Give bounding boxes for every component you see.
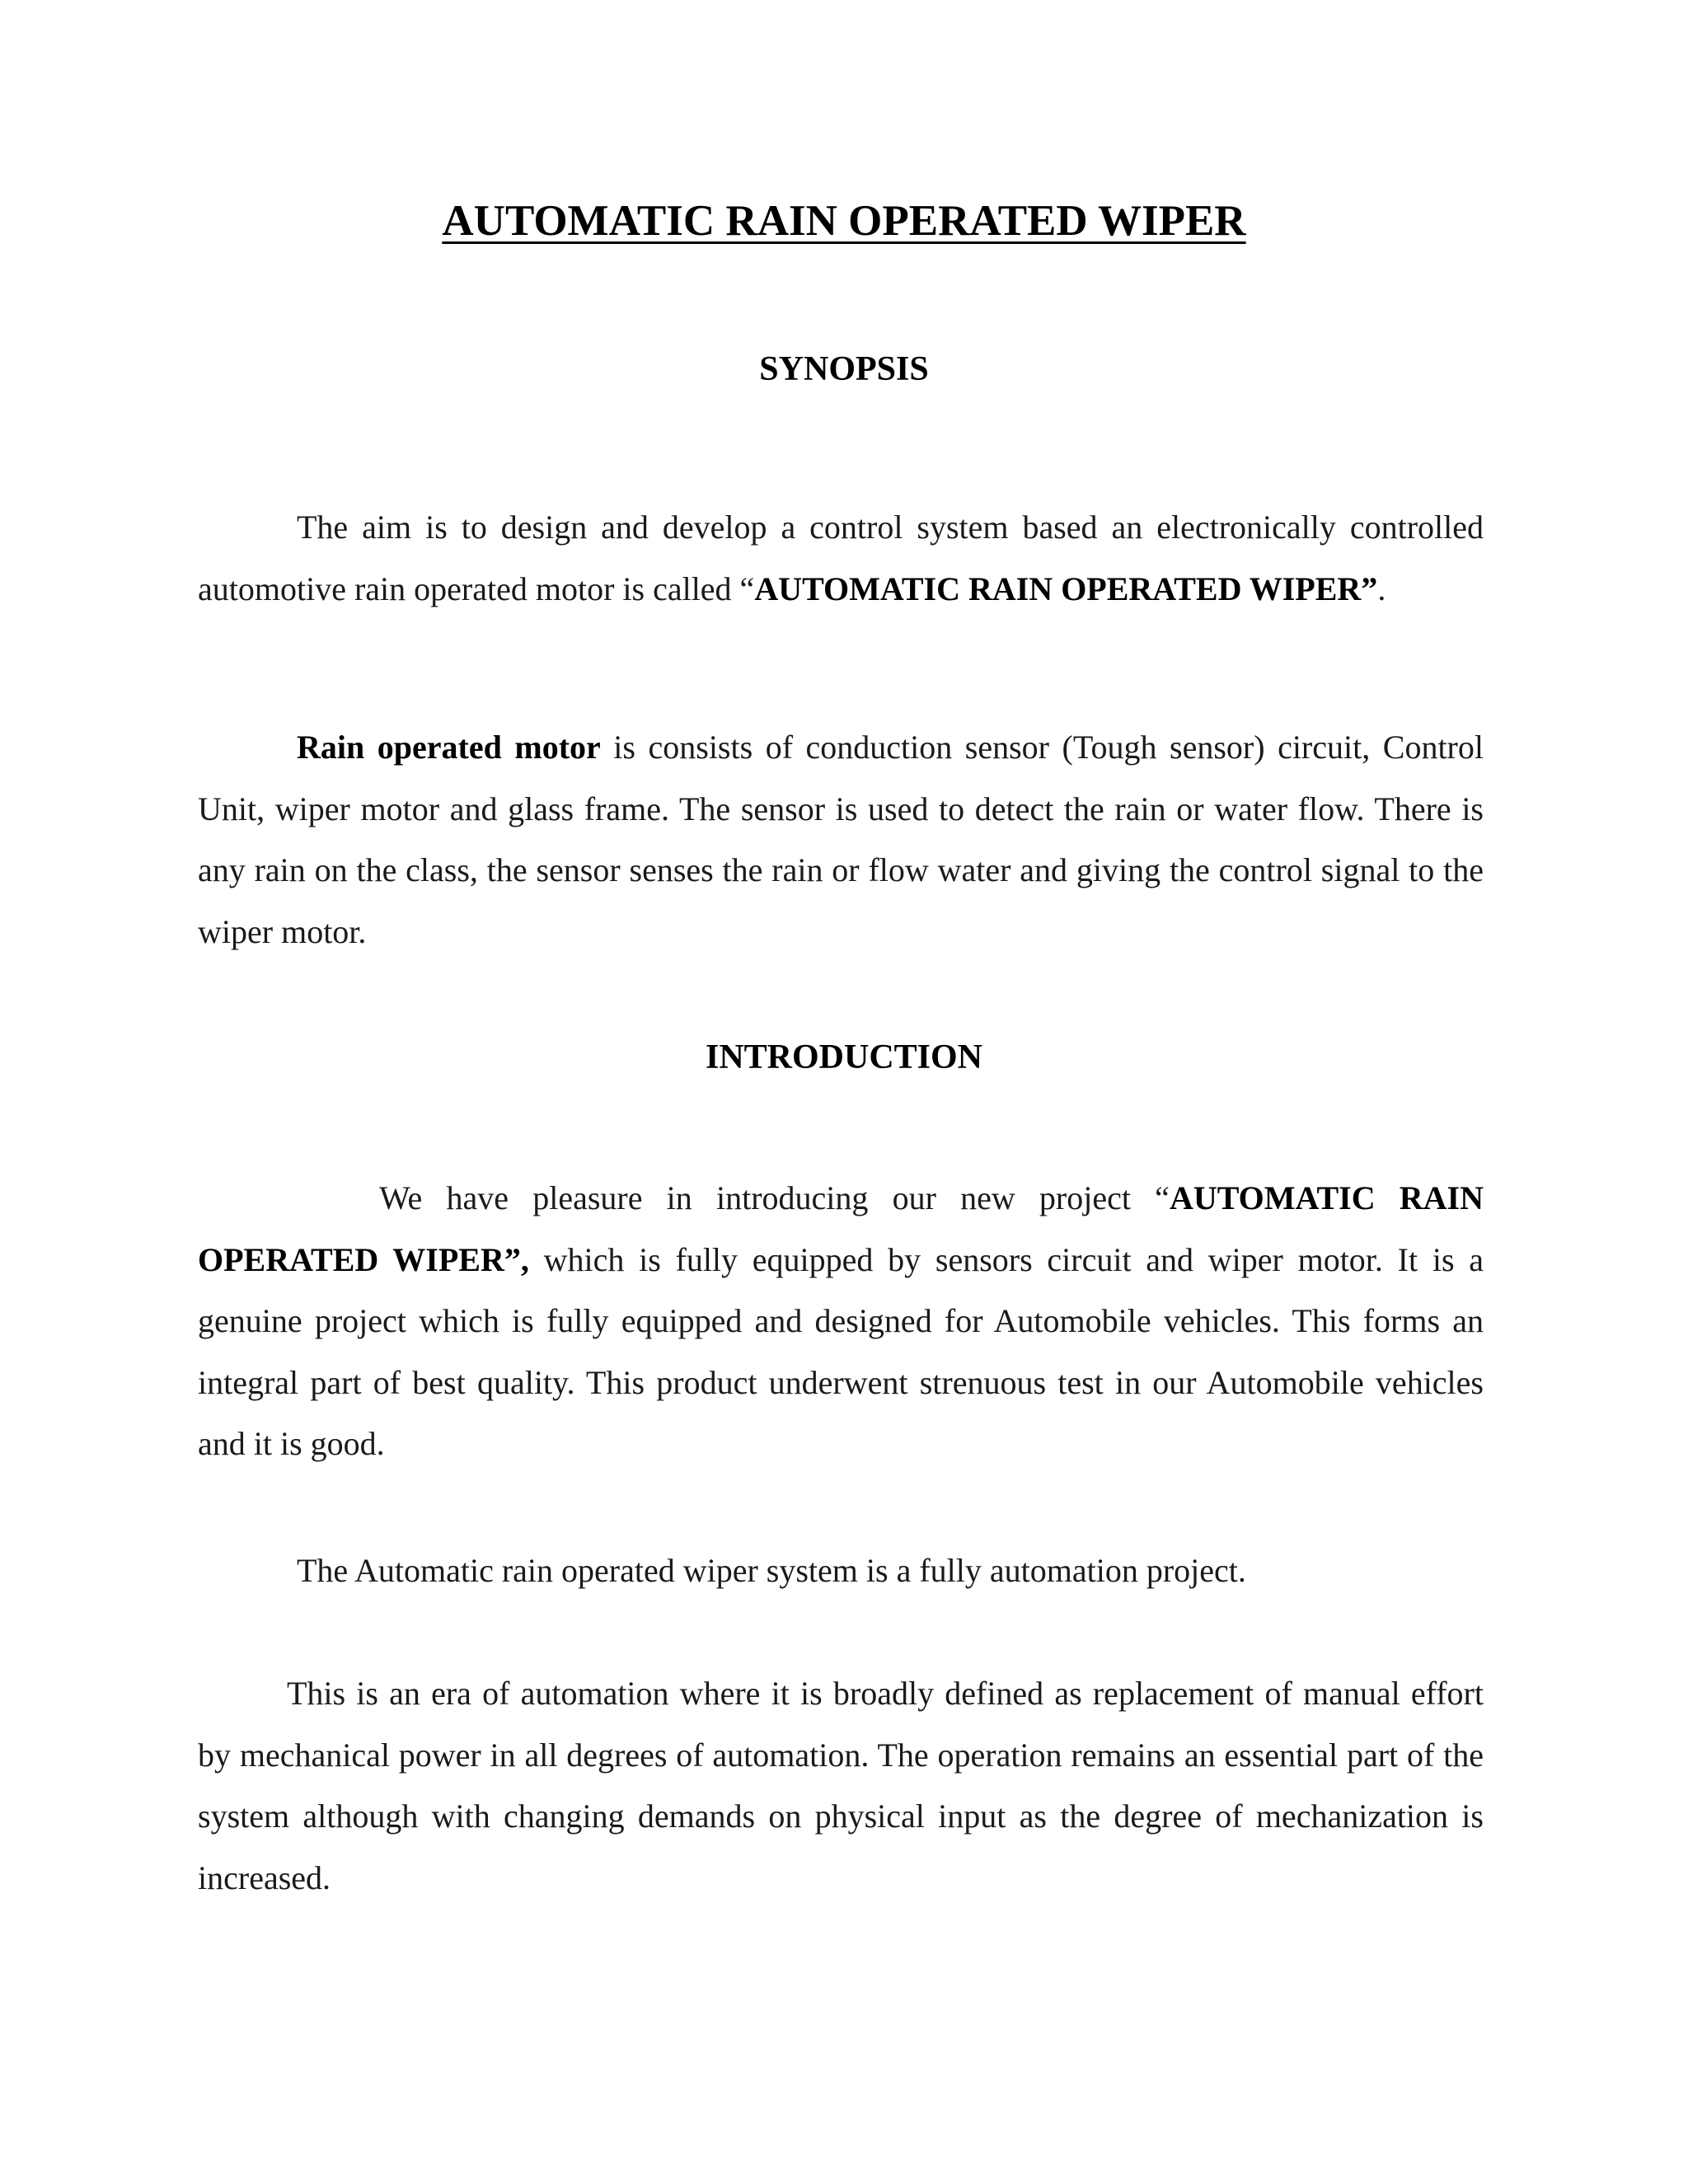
introduction-paragraph-2: The Automatic rain operated wiper system is a fully automation project. — [297, 1552, 1246, 1589]
synopsis-p2-bold: Rain operated motor — [297, 729, 601, 766]
synopsis-p2-text: is consists of conduction sensor (Tough sensor) circuit, Control Unit, wiper motor and glass frame. The sensor is used to detect the rain or water flow. There is any rain on the class, the sensor senses the rain or flow water and giving the control signal to the wiper motor. — [198, 729, 1484, 950]
intro-p1-bold: AUTOMATIC RAIN OPERATED WIPER”, — [198, 1179, 1484, 1278]
document-title: AUTOMATIC RAIN OPERATED WIPER — [442, 197, 1246, 245]
intro-p1-rest: which is fully equipped by sensors circuit and wiper motor. It is a genuine project which is fully equipped and designed for Automobile vehicles. This forms an integral part of best quality. This product underwent strenuous test in our Automobile vehicles and it is good. — [198, 1240, 1484, 1462]
synopsis-paragraph-1 — [198, 497, 1484, 620]
synopsis-heading: SYNOPSIS — [759, 350, 929, 388]
introduction-paragraph-3: This is an era of automation where it is broadly defined as replacement of manual effort by mechanical power in all degrees of automation. The operation remains an essential part of the system although with changing demands on physical input as the degree of mechanization is increased. — [198, 1675, 1484, 1896]
synopsis-p1-end: . — [1377, 569, 1386, 607]
synopsis-p1-bold: AUTOMATIC RAIN OPERATED WIPER” — [754, 569, 1378, 607]
introduction-heading: INTRODUCTION — [705, 1038, 983, 1076]
intro-p1-text: We have pleasure in introducing our new project “ — [379, 1179, 1170, 1216]
introduction-paragraph-1 — [198, 1168, 1484, 1475]
synopsis-paragraph-2 — [198, 717, 1484, 963]
synopsis-p1-text: The aim is to design and develop a control system based an electronically controlled automotive rain operated motor is called “ — [198, 509, 1484, 607]
